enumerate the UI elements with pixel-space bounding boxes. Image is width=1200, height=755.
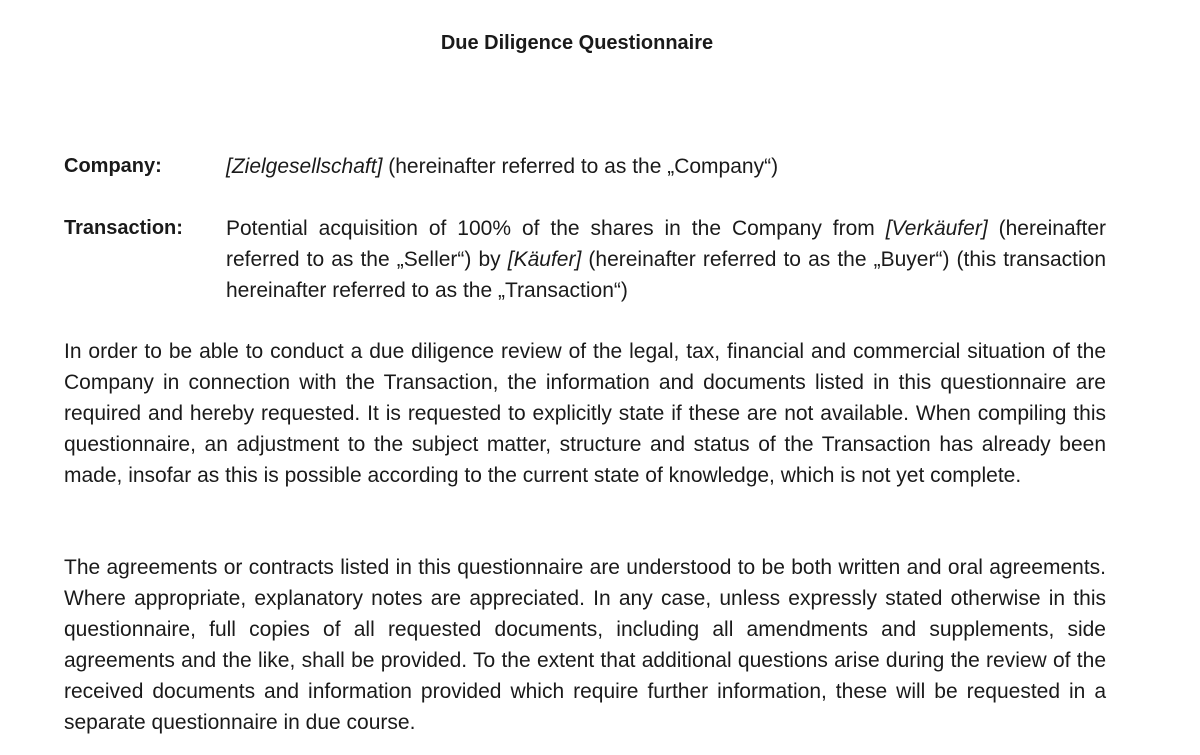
company-text [226,151,1106,182]
transaction-text-part2: (hereinafter referred to as the „Seller“) by [226,217,1106,271]
seller-placeholder: [Verkäufer] [885,217,988,240]
company-label: Company: [64,155,162,177]
intro-paragraph: In order to be able to conduct a due diligence review of the legal, tax, financial and commercial situation of the Company in connection with the Transaction, the information and documents listed in this questionnaire are required and hereby requested. It is requested to explicitly state if these are not available. When compiling this questionnaire, an adjustment to the subject matter, structure and status of the Transaction has already been made, insofar as this is possible according to the current state of knowledge, which is not yet complete. [64,340,1106,487]
company-placeholder: [Zielgesellschaft] [226,155,383,178]
transaction-text-part1: Potential acquisition of 100% of the shares in the Company from [226,217,886,240]
document-title: Due Diligence Questionnaire [440,32,714,54]
transaction-text-part3: (hereinafter referred to as the „Buyer“) (this transaction hereinafter referred to as the „Transaction“) [226,248,1107,302]
company-description: (hereinafter referred to as the „Company“) [382,155,779,178]
buyer-placeholder: [Käufer] [507,248,582,271]
transaction-text [226,213,1106,306]
agreements-paragraph: The agreements or contracts listed in this questionnaire are understood to be both written and oral agreements. Where appropriate, explanatory notes are appreciated. In any case, unless expressly stated otherwise in this questionnaire, full copies of all requested documents, including all amendments and supplements, side agreements and the like, shall be provided. To the extent that additional questions arise during the review of the received documents and information provided which require further information, these will be requested in a separate questionnaire in due course. [64,556,1106,734]
transaction-label: Transaction: [64,217,183,239]
